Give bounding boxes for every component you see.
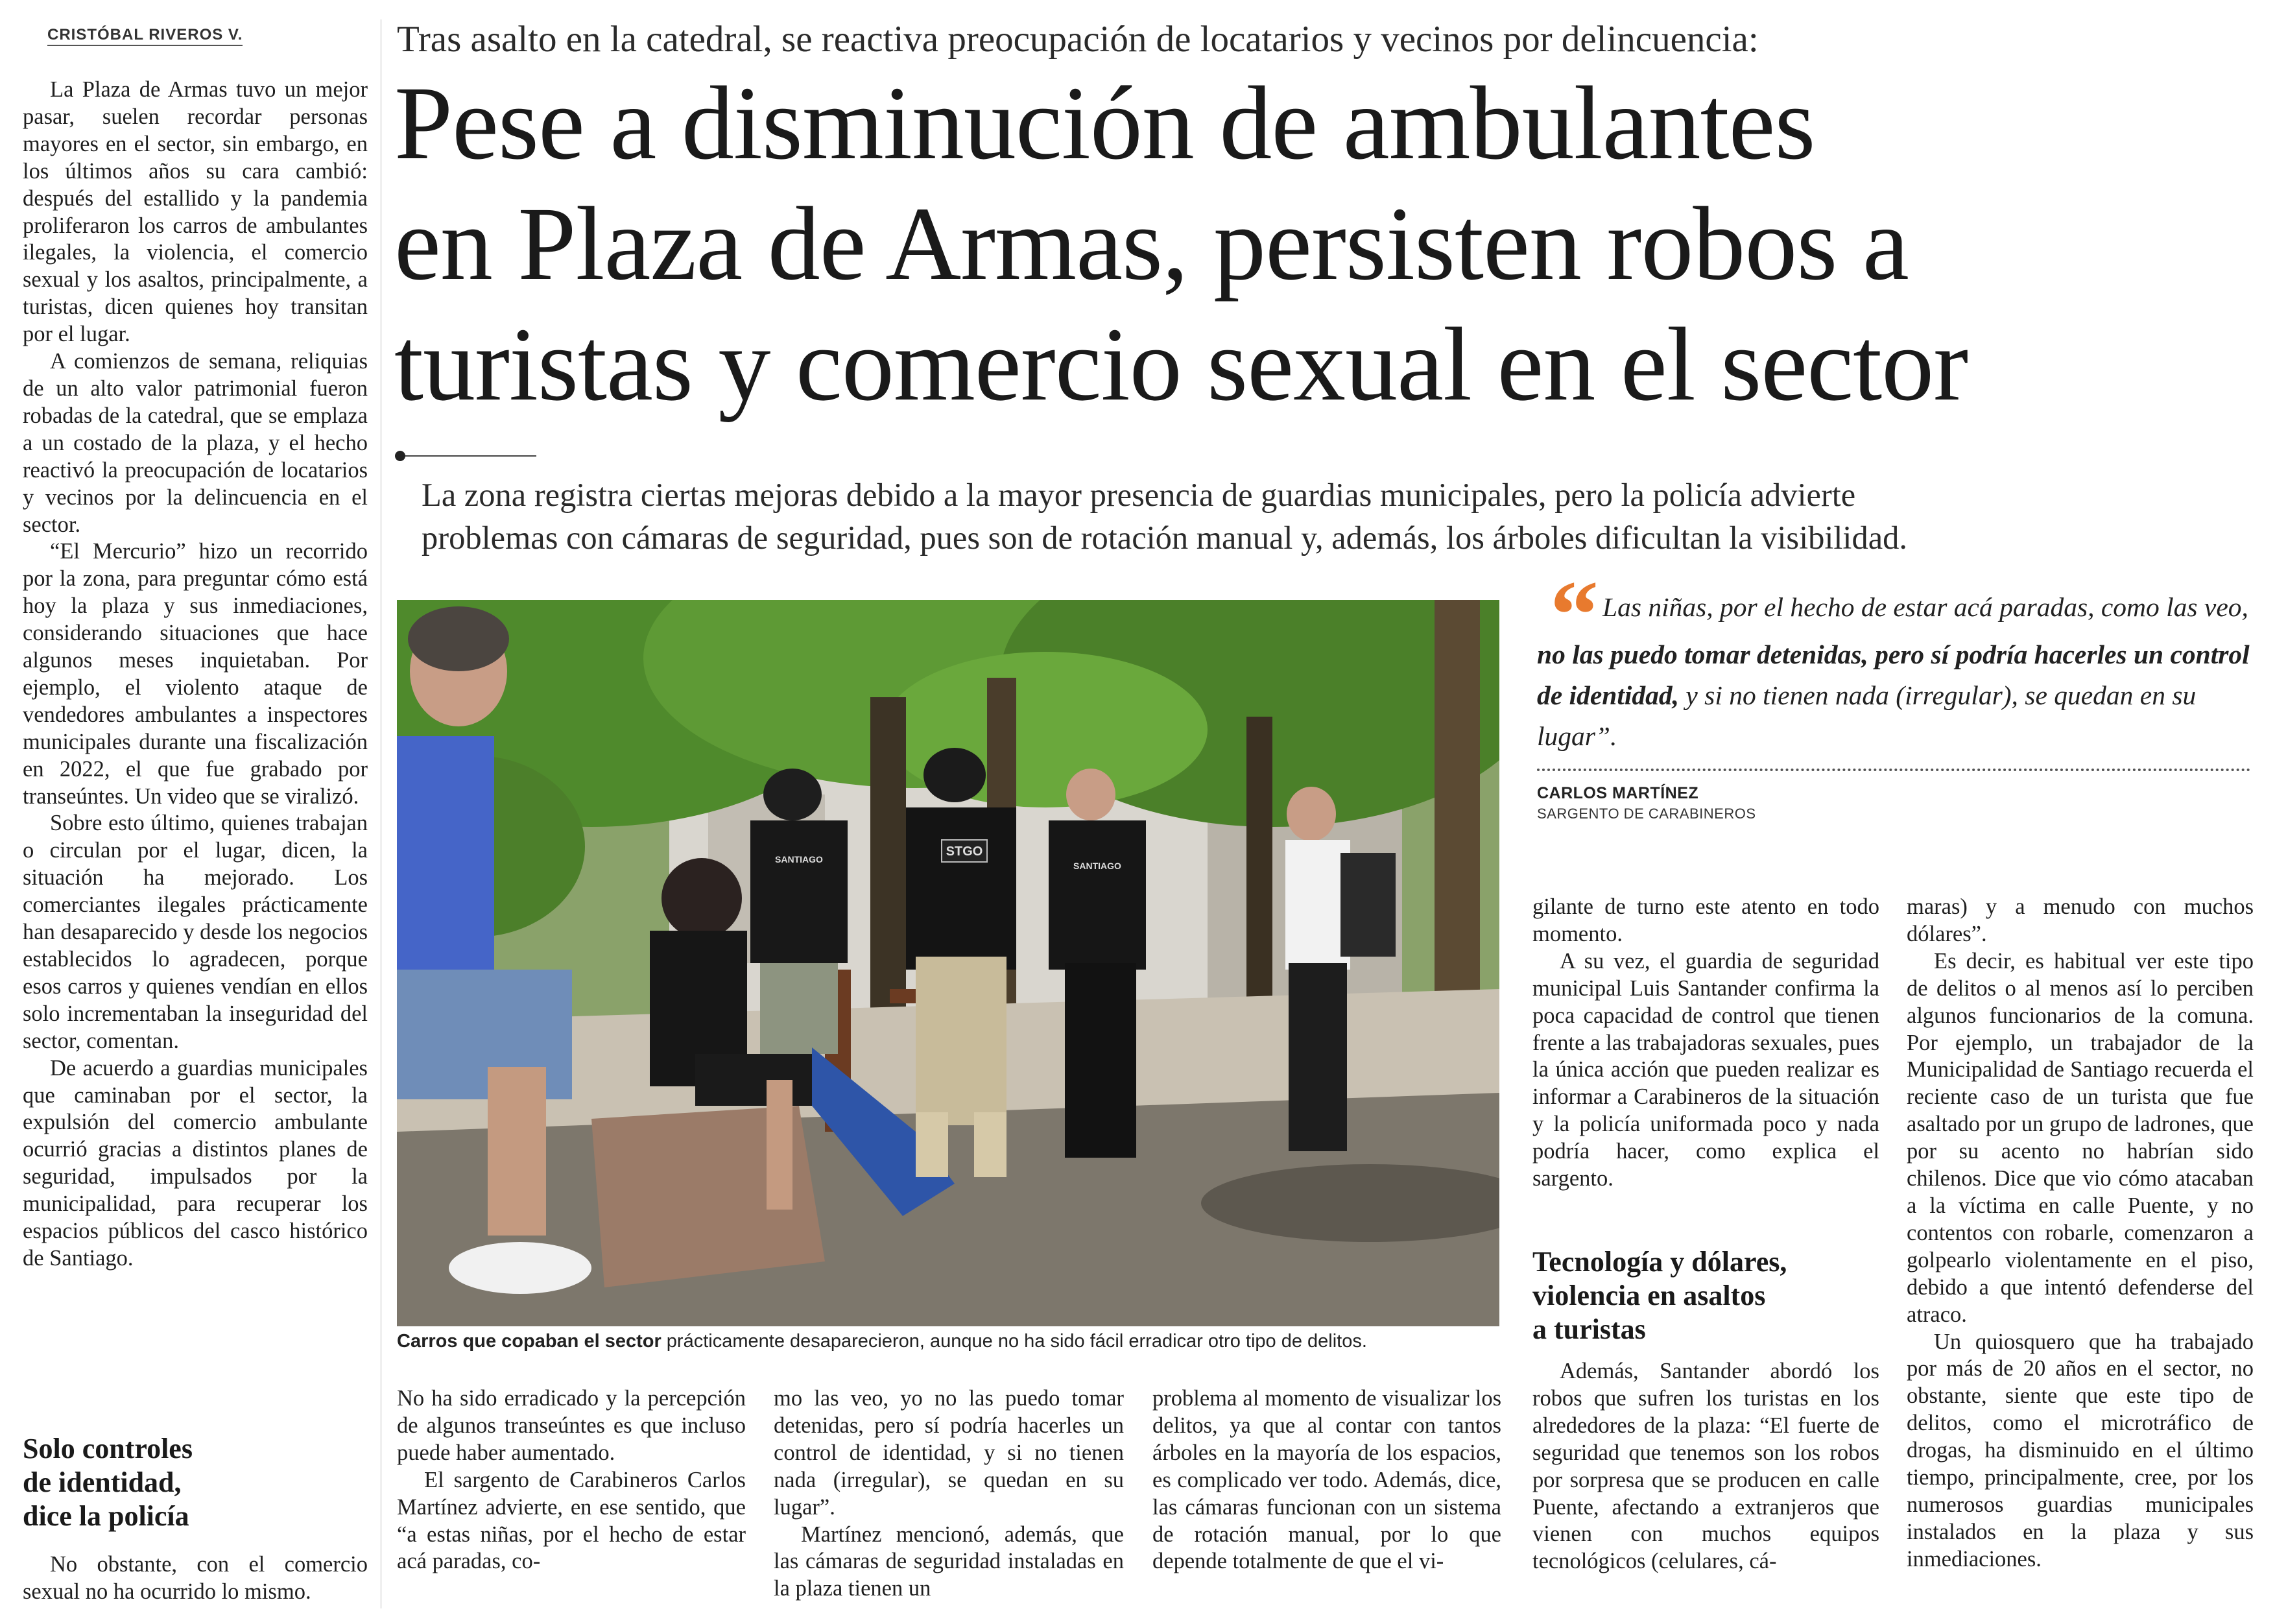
byline — [47, 26, 243, 44]
quote-mark-icon: “ — [1550, 561, 1599, 669]
col5-subhead-line: Tecnología y dólares, — [1532, 1246, 1787, 1278]
column-6 — [1907, 894, 2254, 1573]
headline-rule — [397, 455, 536, 457]
byline-text: CRISTÓBAL RIVEROS V. — [47, 26, 243, 46]
col2-paragraph: No ha sido erradicado y la percepción de algunos transeúntes es que incluso puede haber aumentado. — [397, 1386, 746, 1465]
col5-subhead — [1532, 1245, 1896, 1346]
headline-line: en Plaza de Armas, persisten robos a — [394, 186, 1909, 302]
vest-label: SANTIAGO — [775, 854, 823, 865]
col1-paragraph: Sobre esto último, quienes trabajan o circulan por el lugar, dicen, la situación ha mejorado. Los comerciantes ilegales prácticamente han desaparecido y desde los negocios establecidos lo agradecen, porque esos carros y quienes vendían en ellos solo incrementaban la inseguridad del sector, comentan. — [23, 811, 368, 1053]
column-5 — [1532, 894, 1879, 1193]
vest-label: SANTIAGO — [1073, 861, 1121, 871]
quote-author-role: SARGENTO DE CARABINEROS — [1537, 806, 1756, 822]
col1-subhead-line: Solo controles — [23, 1433, 193, 1464]
pull-quote — [1537, 561, 2250, 822]
col6-paragraph: Un quiosquero que ha trabajado por más de 20 años en el sector, no obstante, siente que este tipo de delitos, como el microtráfico de drogas, ha disminuido en el último tiempo, principalmente, cree, por los numerosos guardias municipales instalados en la plaza y sus inmediaciones. — [1907, 1329, 2254, 1571]
quote-part: Las niñas, por el hecho de estar acá paradas, como las veo, — [1602, 592, 2248, 622]
column-3 — [774, 1385, 1124, 1603]
col3-paragraph: Martínez mencionó, además, que las cámaras de seguridad instaladas en la plaza tienen un — [774, 1522, 1124, 1601]
quote-text — [1537, 561, 2250, 757]
quote-bold: no las puedo tomar detenidas, pero sí podría hacerles un control de identidad, — [1537, 639, 2250, 710]
headline-line: Pese a disminución de ambulantes — [394, 66, 1815, 182]
col5-subhead-line: a turistas — [1532, 1313, 1646, 1345]
col6-paragraph: Es decir, es habitual ver este tipo de delitos o al menos así lo perciben algunos funcionarios de la comuna. Por ejemplo, un trabajador de la Municipalidad de Santiago recuerda el reciente caso de un turista que fue asaltado por un grupo de ladrones, que por su acento no habrían sido chilenos. Dice que vio cómo atacaban a la víctima en calle Puente, y no contentos con robarle, comenzaron a golpearlo violentamente en el piso, debido a que intentó defenderse del atraco. — [1907, 948, 2254, 1327]
col1-paragraph: No obstante, con el comercio sexual no ha ocurrido lo mismo. — [23, 1552, 368, 1604]
column-1 — [23, 77, 368, 1272]
col2-paragraph: El sargento de Carabineros Carlos Martínez advierte, en ese sentido, que “a estas niñas, por el hecho de estar acá paradas, co- — [397, 1467, 746, 1574]
kicker: Tras asalto en la catedral, se reactiva preocupación de locatarios y vecinos por delincuencia: — [397, 19, 1759, 60]
col1-paragraph: La Plaza de Armas tuvo un mejor pasar, suelen recordar personas mayores en el sector, sin embargo, en los últimos años su cara cambió: después del estallido y la pandemia proliferaron los carros de ambulantes ilegales, la violencia, el comercio sexual y los asaltos, principalmente, a turistas, dicen quienes hoy transitan por el lugar. — [23, 77, 368, 347]
col5-paragraph: A su vez, el guardia de seguridad municipal Luis Santander confirma la poca capacidad de control que tienen frente a las trabajadoras sexuales, pues la única acción que pueden realizar es informar a Carabineros de la situación y la policía uniformada poco y nada podría hacer, como explica el sargento. — [1532, 948, 1879, 1191]
quote-divider — [1537, 769, 2250, 771]
col6-paragraph: maras) y a menudo con muchos dólares”. — [1907, 894, 2254, 946]
col1-subhead-line: de identidad, — [23, 1466, 182, 1498]
col1-paragraph: De acuerdo a guardias municipales que caminaban por el sector, la expulsión del comercio ambulante ocurrió gracias a distintos planes de seguridad, impulsados por la municipalidad, para recuperar los espacios públicos del casco histórico de Santiago. — [23, 1055, 368, 1271]
deck — [422, 473, 1907, 559]
col5-subhead-line: violencia en asaltos — [1532, 1280, 1766, 1311]
quote-part: y si no tienen nada (irregular), se quedan en su lugar”. — [1537, 680, 2197, 751]
col3-paragraph: mo las veo, yo no las puedo tomar detenidas, pero sí podría hacerles un control de identidad, y si no tienen nada (irregular), se quedan en su lugar”. — [774, 1386, 1124, 1520]
photo — [397, 600, 1499, 1326]
photo-illustration — [397, 600, 1499, 1326]
deck-line: problemas con cámaras de seguridad, pues son de rotación manual y, además, los árboles dificultan la visibilidad. — [422, 519, 1907, 556]
col1-paragraph: “El Mercurio” hizo un recorrido por la zona, para preguntar cómo está hoy la plaza y sus inmediaciones, considerando situaciones que hace algunos meses inquietaban. Por ejemplo, el violento ataque de vendedores ambulantes a inspectores municipales durante una fiscalización en 2022, el que fue grabado por transeúntes. Un video que se viralizó. — [23, 539, 368, 809]
col1-subhead — [23, 1432, 373, 1533]
col1-subhead-line: dice la policía — [23, 1500, 189, 1532]
headline — [394, 64, 1968, 425]
caption-bold: Carros que copaban el sector — [397, 1331, 661, 1352]
quote-author: CARLOS MARTÍNEZ — [1537, 784, 1699, 802]
vest-label: STGO — [946, 844, 983, 859]
col5-after-subhead — [1532, 1358, 1879, 1575]
col4-paragraph: problema al momento de visualizar los delitos, ya que al contar con tantos árboles en la mayoría de los espacios, es complicado ver todo. Además, dice, las cámaras funcionan con un sistema de rotación manual, por lo que depende totalmente de que el vi- — [1152, 1386, 1501, 1574]
deck-line: La zona registra ciertas mejoras debido a la mayor presencia de guardias municipales, pero la policía advierte — [422, 477, 1856, 513]
col1-paragraph: A comienzos de semana, reliquias de un alto valor patrimonial fueron robadas de la catedral, que se emplaza a un costado de la plaza, y el hecho reactivó la preocupación de locatarios y vecinos por la delincuencia en el sector. — [23, 349, 368, 537]
col1-after-subhead — [23, 1551, 368, 1606]
photo-caption — [397, 1331, 1367, 1352]
bullet-icon — [395, 451, 405, 461]
caption-text: prácticamente desaparecieron, aunque no ha sido fácil erradicar otro tipo de delitos. — [661, 1331, 1367, 1352]
column-4 — [1152, 1385, 1501, 1575]
headline-line: turistas y comercio sexual en el sector — [394, 307, 1968, 423]
col5-paragraph: gilante de turno este atento en todo momento. — [1532, 894, 1879, 946]
column-2 — [397, 1385, 746, 1575]
col5-paragraph: Además, Santander abordó los robos que sufren los turistas en los alrededores de la plaza: “El fuerte de seguridad que tenemos son los robos por sorpresa que se producen en calle Puente, afectando a extranjeros que vienen con muchos equipos tecnológicos (celulares, cá- — [1532, 1359, 1879, 1574]
